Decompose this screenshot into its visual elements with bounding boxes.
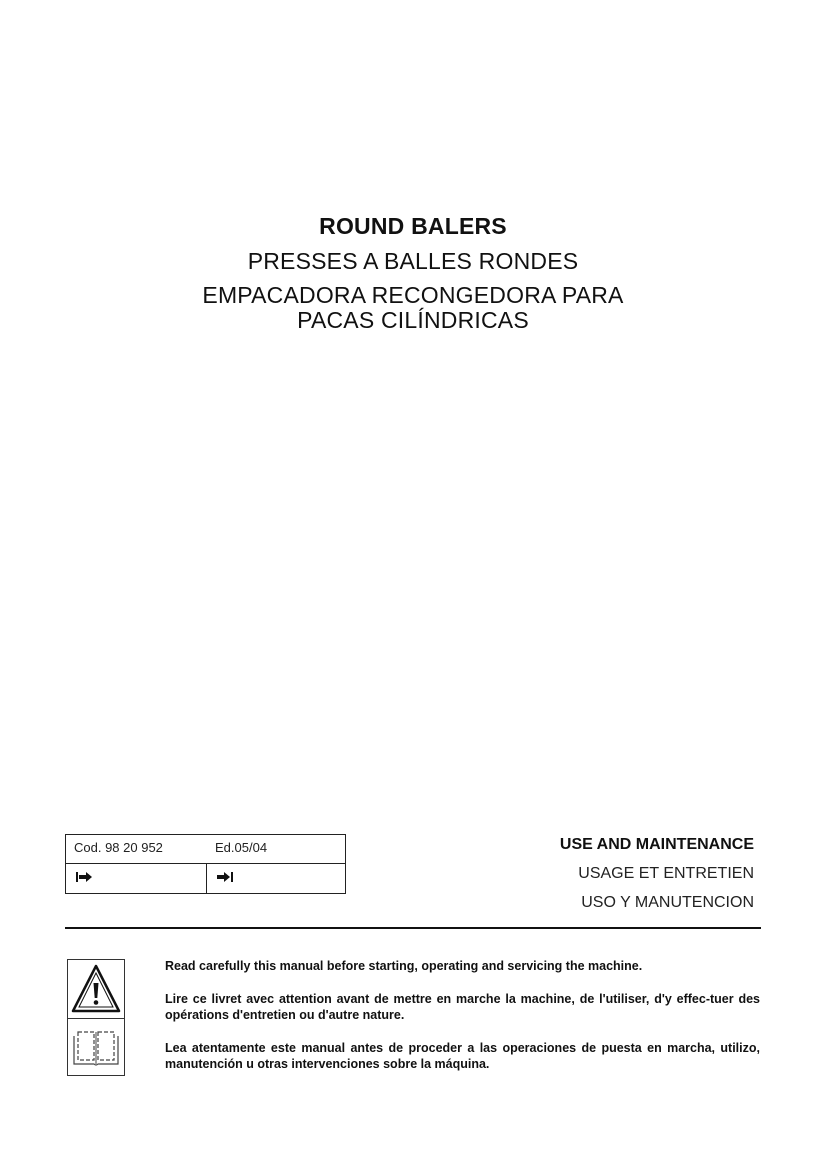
title-spanish-line-1: EMPACADORA RECONGEDORA PARA — [202, 282, 624, 308]
instruction-french: Lire ce livret avec attention avant de mettre en marche la machine, de l'utiliser, d'y effec-tuer des opérations d'entretien ou d'autre nature. — [165, 992, 760, 1022]
use-maintenance-block — [560, 830, 754, 917]
arrow-to-start-icon — [75, 870, 93, 884]
document-code: Cod. 98 20 952 — [74, 840, 163, 855]
icon-divider — [68, 1018, 124, 1019]
separator-line — [65, 927, 761, 929]
open-book-icon — [72, 1026, 120, 1068]
title-block — [0, 213, 826, 333]
instructions-block — [165, 958, 760, 1089]
safety-icon-column — [67, 959, 125, 1076]
code-edition-box — [65, 834, 346, 894]
code-row — [66, 835, 345, 864]
title-english: ROUND BALERS — [319, 213, 507, 239]
revision-row — [66, 863, 345, 893]
revision-divider — [206, 863, 207, 893]
title-spanish-line-2: PACAS CILÍNDRICAS — [297, 307, 529, 333]
edition-date: Ed.05/04 — [215, 840, 268, 855]
instruction-spanish: Lea atentamente este manual antes de proceder a las operaciones de puesta en marcha, utilizo, manutención u otras intervenciones sobre la máquina. — [165, 1041, 760, 1071]
instruction-english: Read carefully this manual before starting, operating and servicing the machine. — [165, 959, 643, 973]
use-maintenance-english: USE AND MAINTENANCE — [559, 836, 754, 853]
warning-triangle-icon — [70, 963, 122, 1015]
arrow-to-end-icon — [216, 870, 234, 884]
use-maintenance-french: USAGE ET ENTRETIEN — [578, 865, 754, 882]
use-maintenance-spanish: USO Y MANUTENCION — [581, 894, 754, 911]
title-french: PRESSES A BALLES RONDES — [247, 248, 579, 274]
